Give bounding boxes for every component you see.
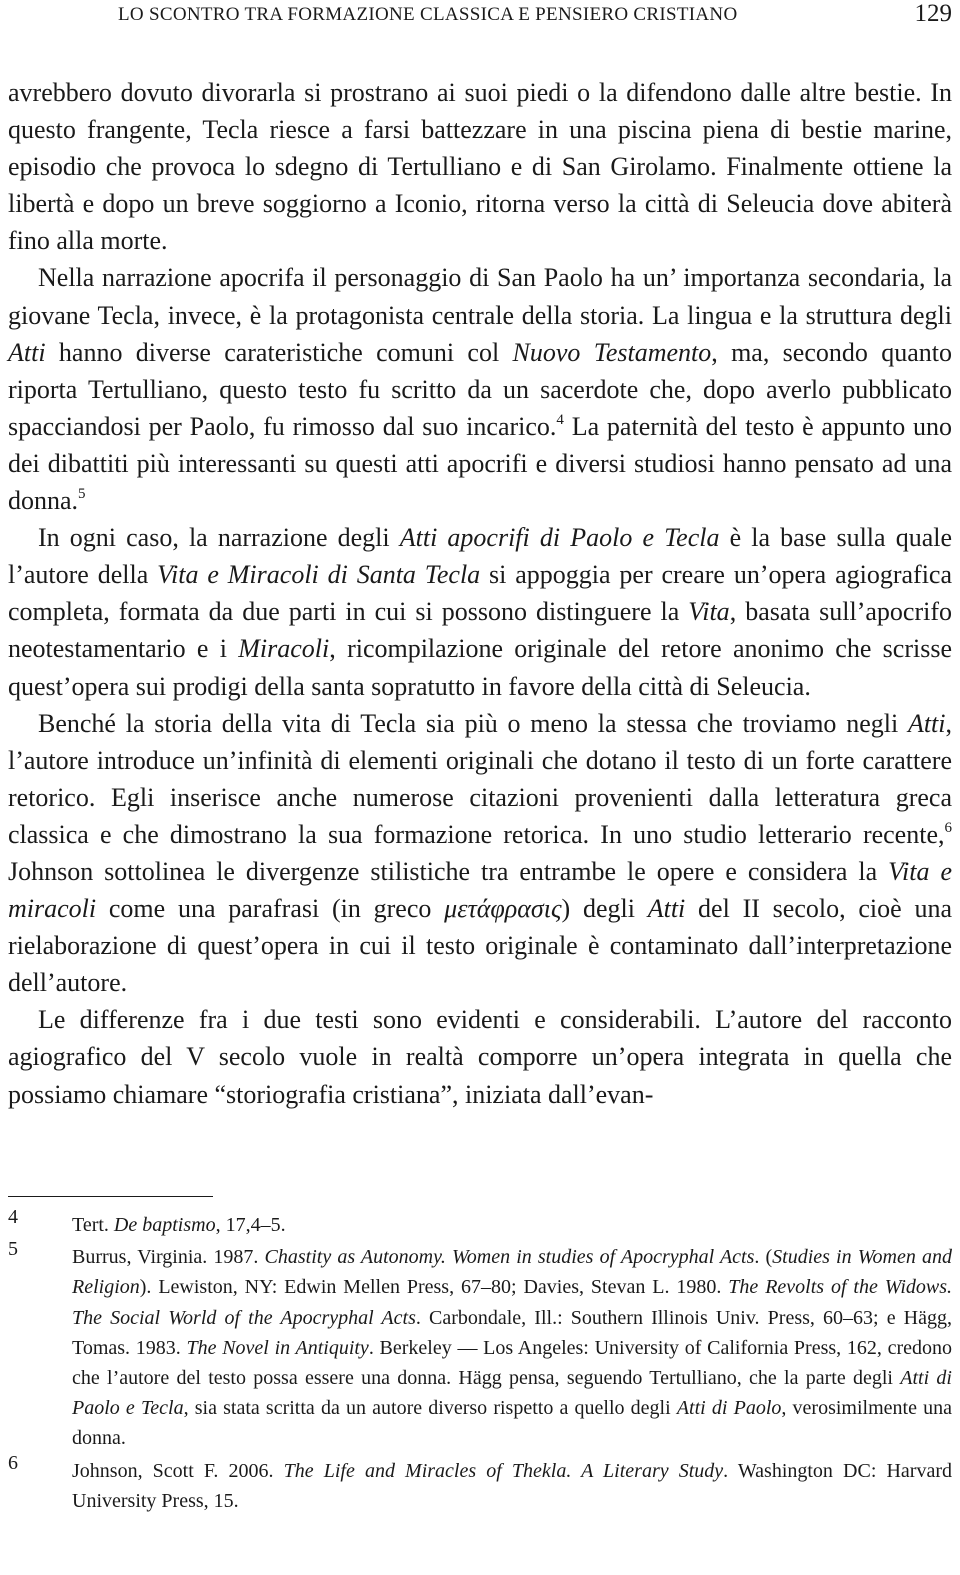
footnote-5 [8, 1238, 953, 1453]
italic-title: Chastity as Autonomy. Women in studies of Apocryphal Acts [264, 1246, 755, 1269]
italic-title: Miracoli [238, 634, 330, 664]
italic-title: The Revolts of the Widows. The Social World of the Apocryphal Acts [72, 1276, 952, 1329]
italic-title: Atti di Paolo [676, 1397, 782, 1420]
italic-title: The Novel in Antiquity [186, 1336, 369, 1359]
italic-title: Nuovo Testamento [512, 337, 712, 367]
italic-title: Atti [647, 894, 686, 924]
page-number: 129 [914, 0, 952, 27]
italic-title: Vita e miracoli [8, 856, 952, 924]
footnotes [8, 1206, 953, 1518]
footnote-segment: . Carbondale, Ill.: Southern Illinois Univ. Press, 60–63; e Hägg, Tomas. 1983. [72, 1306, 953, 1359]
italic-title: The Life and Miracles of Thekla. A Literary Study [283, 1459, 724, 1482]
running-header [0, 0, 960, 40]
footnote-segment: ). Lewiston, NY: Edwin Mellen Press, 67–80; Davies, Stevan L. 1980. [139, 1276, 729, 1299]
paragraph-text: Johnson sottolinea le divergenze stilistiche tra entrambe le opere e considera la [8, 856, 889, 886]
running-title: LO SCONTRO TRA FORMAZIONE CLASSICA E PENSIERO CRISTIANO [118, 4, 738, 25]
footnote-ref-5: 5 [78, 486, 86, 503]
italic-title: Atti [907, 708, 946, 738]
paragraph-5 [8, 1001, 952, 1112]
footnote-separator [8, 1196, 213, 1197]
italic-title: Vita e Miracoli di Santa Tecla [157, 560, 481, 590]
footnote-number: 6 [8, 1451, 18, 1474]
paragraph-text: come una parafrasi (in greco [96, 894, 445, 924]
footnote-number: 4 [8, 1206, 18, 1228]
paragraph-4 [8, 705, 952, 1002]
footnote-segment: , 17,4–5. [215, 1214, 286, 1236]
paragraph-text: avrebbero dovuto divorarla si prostrano ai suoi piedi o la difendono dalle altre bestie. In questo frangente, Tecla riesce a farsi battezzare in una piscina piena di bestie marine, episodio che provoca lo sdegno di Tertulliano e di San Girolamo. Finalmente ottiene la libertà e dopo un breve soggiorno a Iconio, ritorna verso la città di Seleucia dove abiterà fino alla morte. [8, 78, 952, 256]
italic-title: De baptismo [113, 1214, 216, 1236]
footnote-segment: . Washington DC: Harvard University Press, 15. [72, 1459, 952, 1512]
paragraph-1 [8, 74, 952, 259]
paragraph-3 [8, 519, 952, 704]
footnote-segment: , verosimilmente una donna. [72, 1397, 953, 1450]
footnote-segment: . Berkeley — Los Angeles: University of California Press, 162, credono che l’autore del testo possa essere una donna. Hägg pensa, seguendo Tertulliano, che la parte degli [72, 1336, 952, 1390]
paragraph-text: In ogni caso, la narrazione degli [38, 523, 400, 553]
paragraph-text: si appoggia per creare un’opera agiografica completa, formata da due parti in cui si possono distinguere la [8, 560, 953, 627]
footnote-segment: Burrus, Virginia. 1987. [72, 1246, 265, 1269]
paragraph-text: , basata sull’apocrifo neotestamentario e i [8, 597, 953, 664]
footnote-segment: Johnson, Scott F. 2006. [72, 1459, 284, 1482]
paragraph-text: è la base sulla quale l’autore della [8, 523, 952, 590]
paragraph-2 [8, 259, 952, 519]
footnote-4 [8, 1206, 952, 1240]
paragraph-text: Benché la storia della vita di Tecla sia più o meno la stessa che troviamo negli [38, 708, 908, 738]
main-text [8, 74, 952, 1113]
paragraph-text: , ricompilazione originale del retore anonimo che scrisse quest’opera sui prodigi della santa sopratutto in favore della città di Seleucia. [8, 634, 952, 701]
footnote-segment: Tert. [72, 1214, 114, 1236]
footnote-number: 5 [8, 1238, 18, 1261]
greek-word: μετάφρασις [444, 894, 562, 924]
italic-title: Studies in Women and Religion [72, 1246, 952, 1299]
footnote-segment: . ( [754, 1246, 773, 1269]
italic-title: Atti di Paolo e Tecla [72, 1367, 952, 1420]
footnote-segment: , sia stata scritta da un autore diverso rispetto a quello degli [183, 1397, 677, 1420]
paragraph-text: , ma, secondo quanto riporta Tertulliano, questo testo fu scritto da un sacerdote che, dopo averlo pubblicato spacciandosi per Paolo, fu rimosso dal suo incarico. [8, 337, 952, 441]
footnote-ref-6: 6 [944, 819, 952, 836]
paragraph-text: Le differenze fra i due testi sono evidenti e considerabili. L’autore del racconto agiografico del V secolo vuole in realtà comporre un’opera integrata in quella che possiamo chiamare “storiografia cristiana”, iniziata dall’evan- [8, 1005, 952, 1109]
footnote-ref-4: 4 [556, 411, 564, 428]
paragraph-text: , l’autore introduce un’infinità di elementi originali che dotano il testo di un forte carattere retorico. Egli inserisce anche numerose citazioni provenienti dalla letteratura greca classica e che dimostrano la sua formazione retorica. In uno studio letterario recente, [8, 708, 952, 849]
paragraph-text: ) degli [561, 894, 648, 924]
footnote-text [72, 1456, 952, 1516]
paragraph-text: Nella narrazione apocrifa il personaggio di San Paolo ha un’ importanza secondaria, la giovane Tecla, invece, è la protagonista centrale della storia. La lingua e la struttura degli [8, 263, 952, 330]
paragraph-text: del II secolo, cioè una rielaborazione di quest’opera in cui il testo originale è contaminato dall’interpretazione dell’autore. [8, 894, 952, 998]
footnote-text [72, 1242, 952, 1453]
italic-title: Atti [8, 337, 46, 367]
footnote-6 [8, 1451, 952, 1516]
italic-title: Atti apocrifi di Paolo e Tecla [399, 523, 720, 553]
italic-title: Vita [688, 597, 730, 627]
paragraph-text: La paternità del testo è appunto uno dei dibattiti più interessanti su questi atti apocrifi e diversi studiosi hanno pensato ad una donna. [8, 411, 953, 516]
footnote-text [72, 1210, 952, 1240]
paragraph-text: hanno diverse carateristiche comuni col [45, 337, 513, 367]
